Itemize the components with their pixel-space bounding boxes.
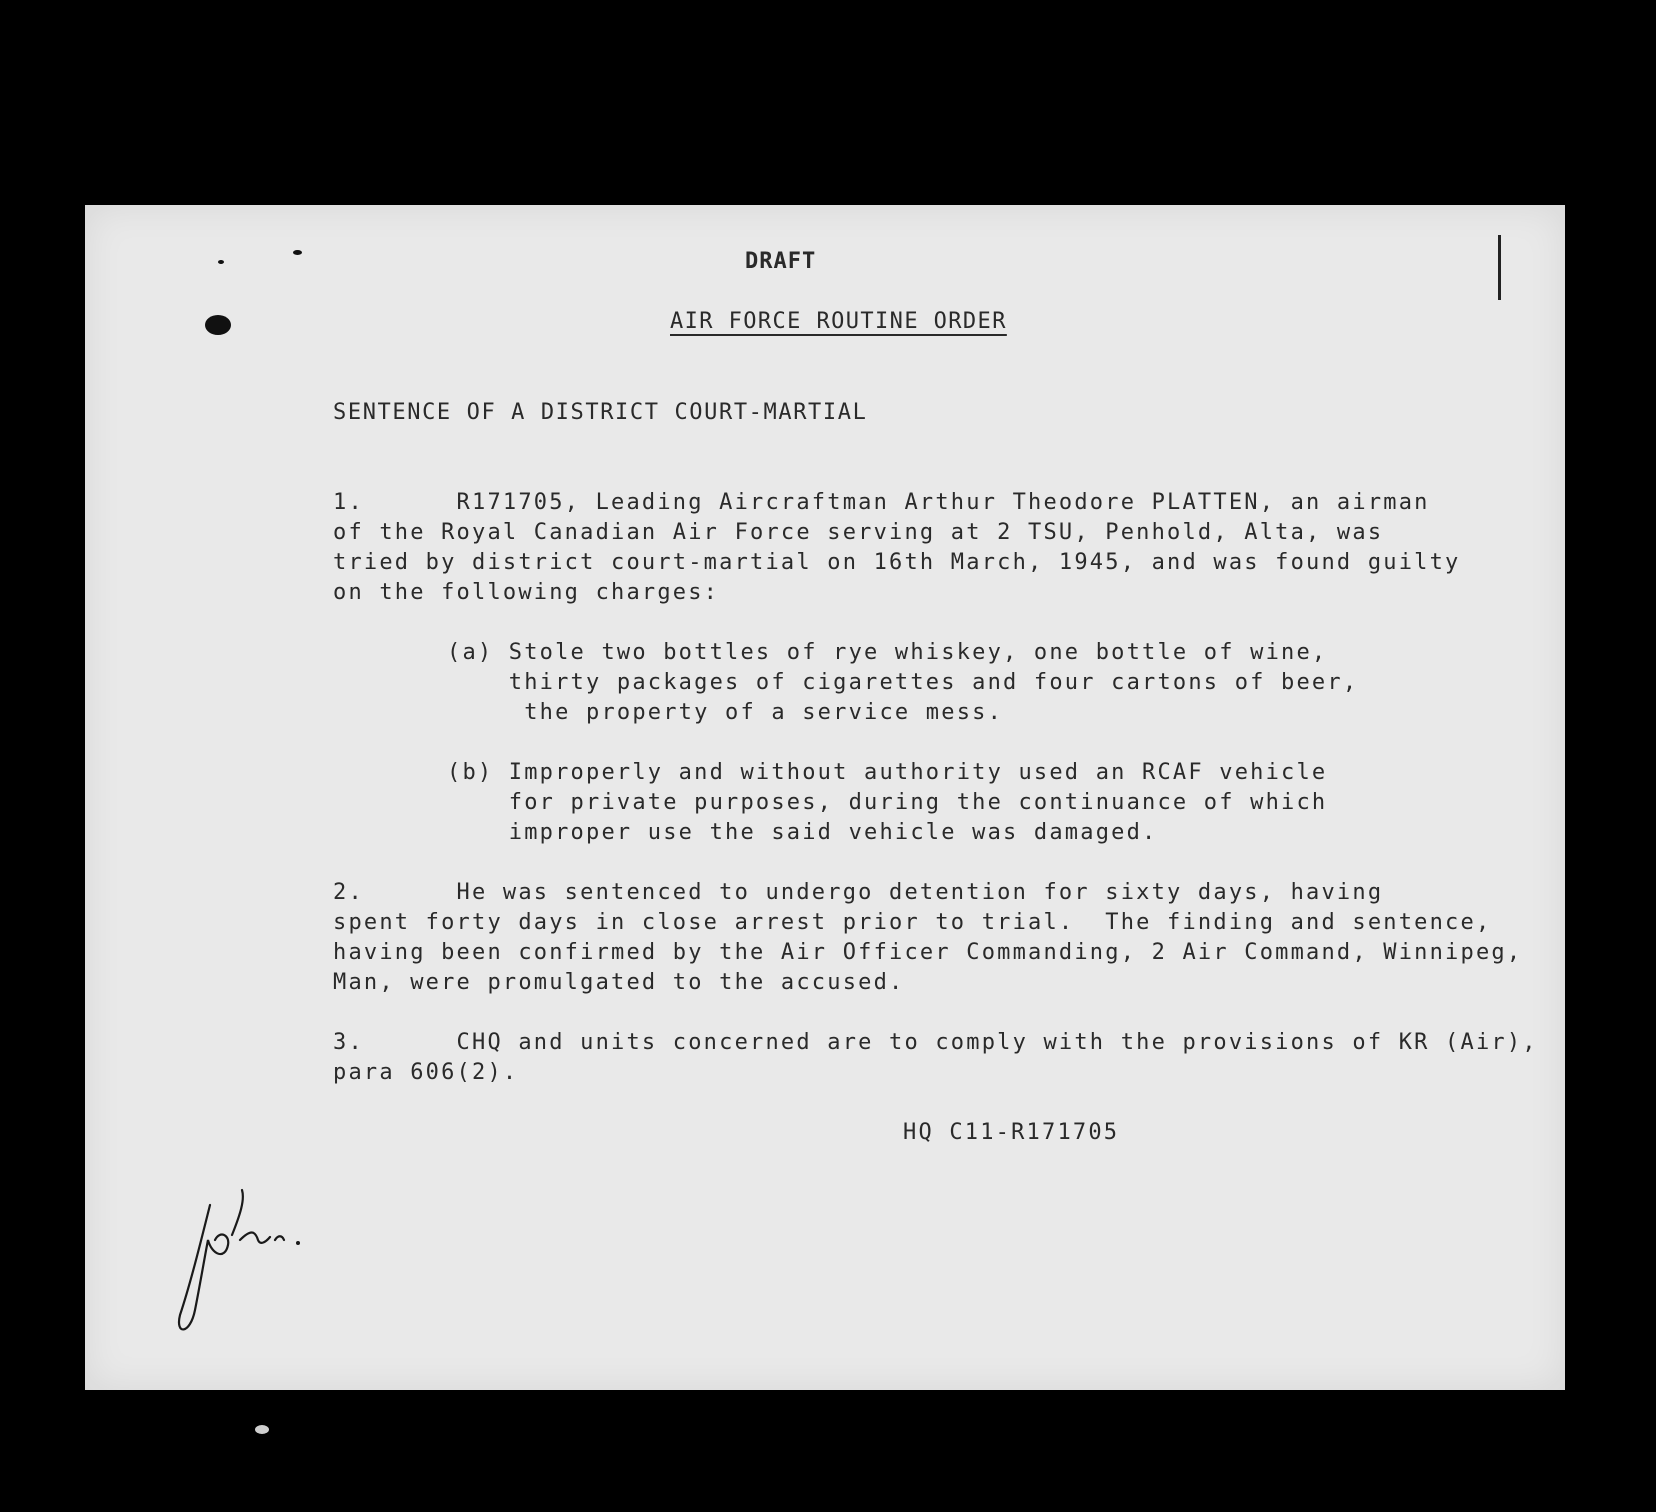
scan-speck [255, 1425, 269, 1434]
charge-b-line-1: (b) Improperly and without authority used an RCAF vehicle [447, 760, 1328, 785]
order-title: AIR FORCE ROUTINE ORDER [670, 309, 1007, 334]
para1-line-2: of the Royal Canadian Air Force serving at 2 TSU, Penhold, Alta, was [333, 520, 1384, 545]
subject-line: SENTENCE OF A DISTRICT COURT-MARTIAL [333, 400, 868, 425]
para2-line-2: spent forty days in close arrest prior to trial. The finding and sentence, [333, 910, 1492, 935]
edge-mark [1498, 235, 1501, 300]
ink-blot [205, 315, 231, 335]
charge-b-line-3: improper use the said vehicle was damaged. [447, 820, 1158, 845]
para2-line-1: 2. He was sentenced to undergo detention for sixty days, having [333, 880, 1384, 905]
para1-line-1: 1. R171705, Leading Aircraftman Arthur Theodore PLATTEN, an airman [333, 490, 1430, 515]
para1-line-3: tried by district court-martial on 16th March, 1945, and was found guilty [333, 550, 1461, 575]
charge-b-line-2: for private purposes, during the continuance of which [447, 790, 1328, 815]
file-reference: HQ C11-R171705 [903, 1120, 1120, 1145]
charge-a-line-1: (a) Stole two bottles of rye whiskey, one bottle of wine, [447, 640, 1328, 665]
para1-line-4: on the following charges: [333, 580, 720, 605]
document-page [85, 205, 1565, 1390]
charge-a-line-3: the property of a service mess. [447, 700, 1004, 725]
para3-line-2: para 606(2). [333, 1060, 519, 1085]
handwritten-initials [170, 1185, 320, 1345]
para2-line-3: having been confirmed by the Air Officer Commanding, 2 Air Command, Winnipeg, [333, 940, 1523, 965]
para2-line-4: Man, were promulgated to the accused. [333, 970, 905, 995]
ink-speck [218, 260, 224, 264]
charge-a-line-2: thirty packages of cigarettes and four cartons of beer, [447, 670, 1359, 695]
draft-heading: DRAFT [745, 249, 817, 274]
para3-line-1: 3. CHQ and units concerned are to comply with the provisions of KR (Air), [333, 1030, 1538, 1055]
ink-speck [293, 250, 302, 255]
